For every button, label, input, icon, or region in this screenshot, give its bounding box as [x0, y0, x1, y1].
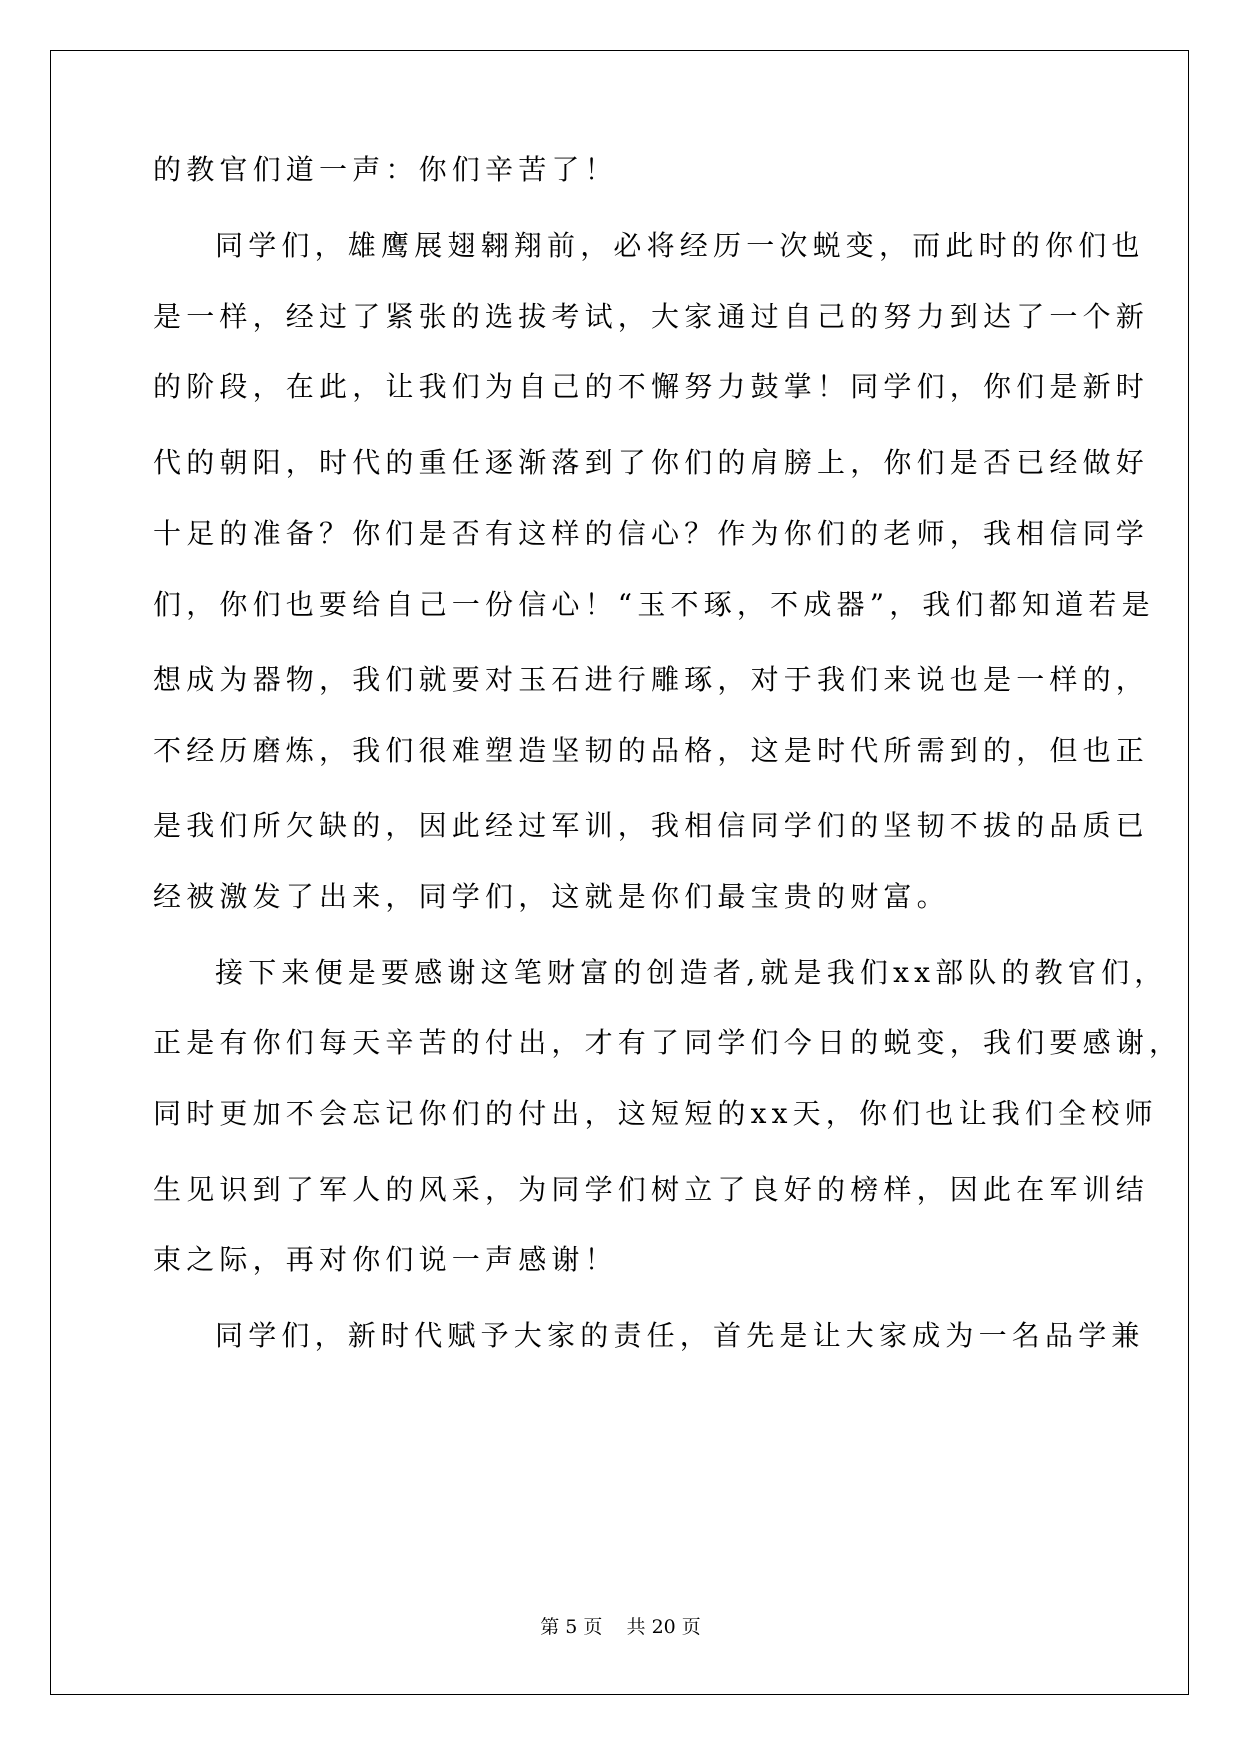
text-line: 代的朝阳，时代的重任逐渐落到了你们的肩膀上，你们是否已经做好 [153, 446, 1150, 479]
text-line: 束之际，再对你们说一声感谢！ [153, 1243, 618, 1276]
paragraph-start-line: 同学们，新时代赋予大家的责任，首先是让大家成为一名品学兼 [215, 1319, 1145, 1352]
paragraph-start-line: 同学们，雄鹰展翅翱翔前，必将经历一次蜕变，而此时的你们也 [215, 229, 1145, 262]
text-line: 不经历磨炼，我们很难塑造坚韧的品格，这是时代所需到的，但也正 [153, 734, 1150, 767]
text-line: 同时更加不会忘记你们的付出，这短短的xx天，你们也让我们全校师 [153, 1097, 1158, 1130]
text-line: 们，你们也要给自己一份信心！“玉不琢，不成器”，我们都知道若是 [153, 588, 1155, 621]
page-number-footer: 第 5 页 共 20 页 [540, 1616, 701, 1638]
text-line: 的教官们道一声：你们辛苦了！ [153, 153, 618, 186]
text-line: 经被激发了出来，同学们，这就是你们最宝贵的财富。 [153, 880, 950, 913]
page-border [50, 50, 1189, 1695]
text-line: 想成为器物，我们就要对玉石进行雕琢，对于我们来说也是一样的， [153, 663, 1150, 696]
text-line: 是一样，经过了紧张的选拔考试，大家通过自己的努力到达了一个新 [153, 300, 1150, 333]
text-line: 是我们所欠缺的，因此经过军训，我相信同学们的坚韧不拔的品质已 [153, 809, 1150, 842]
text-line: 十足的准备？你们是否有这样的信心？作为你们的老师，我相信同学 [153, 517, 1150, 550]
text-line: 生见识到了军人的风采，为同学们树立了良好的榜样，因此在军训结 [153, 1173, 1150, 1206]
text-line: 正是有你们每天辛苦的付出，才有了同学们今日的蜕变，我们要感谢， [153, 1026, 1183, 1059]
paragraph-start-line: 接下来便是要感谢这笔财富的创造者,就是我们xx部队的教官们， [215, 956, 1168, 989]
text-line: 的阶段，在此，让我们为自己的不懈努力鼓掌！同学们，你们是新时 [153, 370, 1150, 403]
